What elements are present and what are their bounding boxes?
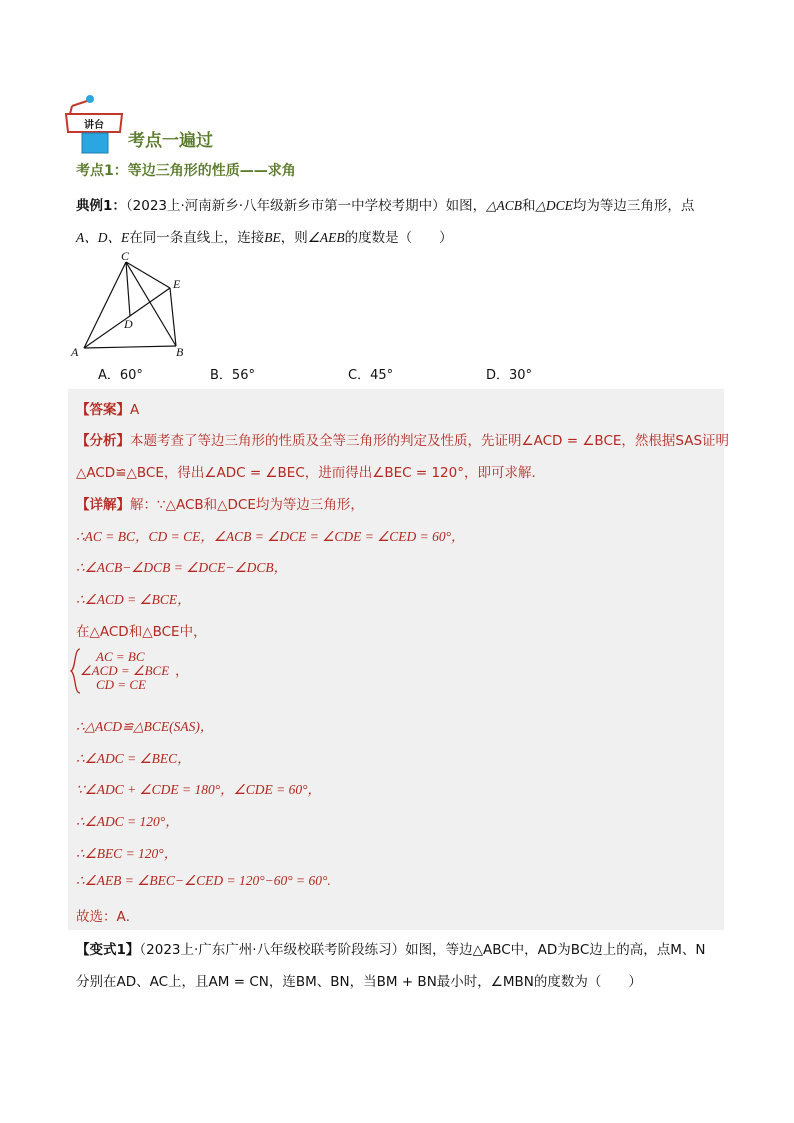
system-tail: ，	[175, 663, 189, 678]
section-title: 考点一遍过	[128, 131, 213, 151]
detail-label: 【详解】	[76, 497, 130, 513]
system-eq-2-text: ∠ACD = ∠BCE	[80, 663, 170, 678]
lectern-badge-icon	[62, 94, 128, 156]
example-question-line1	[76, 194, 694, 214]
example-text: ，则	[280, 230, 308, 246]
detail-intro: 解：∵△ACB和△DCE均为等边三角形，	[130, 497, 364, 513]
point-label-d: D	[124, 317, 133, 331]
example-text: 和	[522, 198, 536, 214]
step-8: ∴∠ADC = 120°，	[76, 814, 179, 829]
step-7: ∵∠ADC + ∠CDE = 180°，∠CDE = 60°，	[76, 782, 322, 797]
variant-line2: 分别在AD、AC上，且AM = CN，连BM、BN，当BM + BN最小时，∠MBN的度数为（ ）	[76, 974, 642, 990]
variant-text-1: （2023上·广东广州·八年级校联考阶段练习）如图，等边△ABC中，AD为BC边上的高，点M、N	[139, 942, 706, 958]
variant-label: 【变式1】	[76, 942, 140, 958]
example-text: （2023上·河南新乡·八年级新乡市第一中学校考期中）如图，	[125, 198, 487, 214]
option-b: B．56°	[210, 368, 255, 383]
example-label: 典例1：	[76, 198, 126, 214]
choice-line: 故选：A．	[76, 909, 140, 925]
example-math: A、D、E	[76, 230, 130, 245]
point-title: 考点1：等边三角形的性质——求角	[76, 163, 296, 179]
example-text: 在同一条直线上，连接	[129, 230, 265, 246]
answer-label: 【答案】	[76, 402, 130, 418]
answer-line	[76, 398, 139, 418]
example-math: ∠AEB	[307, 230, 345, 245]
example-question-line2	[76, 226, 453, 246]
equation-system	[80, 650, 188, 692]
step-5: ∴△ACD≌△BCE(SAS)，	[76, 719, 214, 734]
point-label-e: E	[173, 277, 181, 291]
option-d: D．30°	[486, 368, 533, 383]
step-9: ∴∠BEC = 120°，	[76, 846, 178, 861]
analysis-line1	[76, 429, 729, 449]
system-eq-2	[80, 664, 188, 678]
step-6: ∴∠ADC = ∠BEC，	[76, 751, 191, 766]
step-2: ∴∠ACB−∠DCB = ∠DCE−∠DCB，	[76, 560, 288, 575]
step-1: ∴AC = BC，CD = CE，∠ACB = ∠DCE = ∠CDE = ∠CED = 60°，	[76, 529, 465, 544]
step-3: ∴∠ACD = ∠BCE，	[76, 592, 191, 607]
point-label-a: A	[71, 345, 79, 359]
detail-line	[76, 493, 364, 513]
point-label-c: C	[121, 249, 130, 263]
example-math: △ACB	[486, 198, 522, 213]
example-text: 均为等边三角形，点	[572, 198, 695, 214]
option-c: C．45°	[348, 368, 394, 383]
system-eq-1: AC = BC	[96, 649, 145, 664]
example-text: 的度数是（ ）	[344, 230, 453, 246]
step-4: 在△ACD和△BCE中，	[76, 624, 207, 640]
option-a: A．60°	[98, 368, 143, 383]
point-label-b: B	[176, 345, 184, 359]
system-eq-3: CD = CE	[96, 677, 146, 692]
example-math: BE	[264, 230, 281, 245]
example-math: △DCE	[535, 198, 573, 213]
analysis-text: 本题考查了等边三角形的性质及全等三角形的判定及性质，先证明∠ACD = ∠BCE，然根据SAS证明	[130, 433, 730, 449]
badge-text: 讲台	[84, 120, 104, 131]
answer-value: A	[130, 402, 140, 418]
variant-line1	[76, 938, 706, 958]
triangle-figure	[66, 246, 196, 362]
analysis-line2: △ACD≌△BCE，得出∠ADC = ∠BEC，进而得出∠BEC = 120°，即可求解．	[76, 465, 545, 481]
analysis-label: 【分析】	[76, 433, 130, 449]
step-10: ∴∠AEB = ∠BEC−∠CED = 120°−60° = 60°.	[76, 873, 331, 888]
